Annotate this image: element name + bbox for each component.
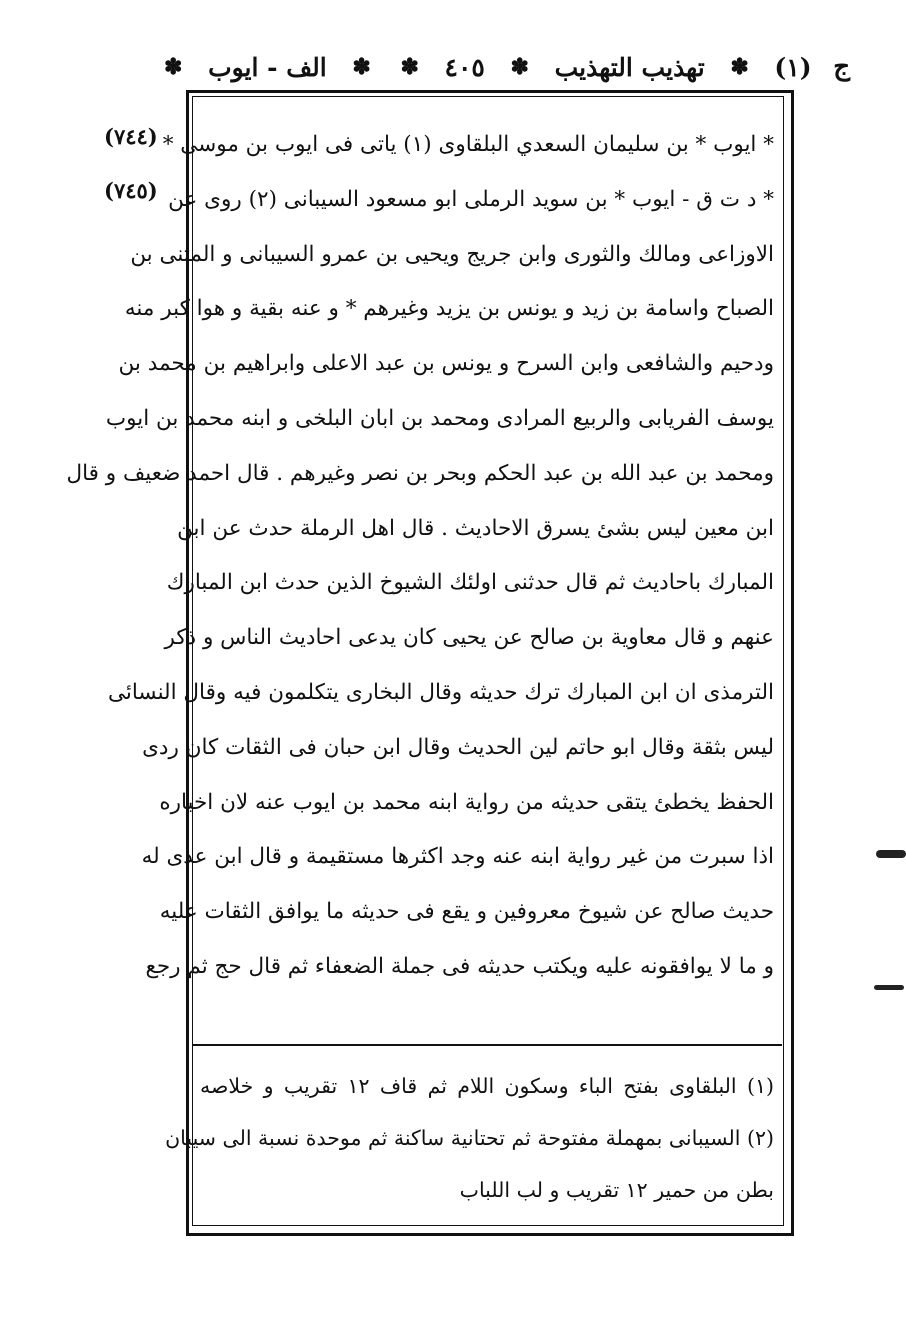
book-title: تهذيب التهذيب (554, 52, 705, 82)
footnote-line: (١) البلقاوى بفتح الباء وسكون اللام ثم قاف ١٢ تقريب و خلاصه (200, 1074, 774, 1098)
volume-letter: ج (833, 52, 850, 82)
text-line: * د ت ق - ايوب * بن سويد الرملى ابو مسعود السيبانى (٢) روى عن (168, 186, 774, 212)
text-line: ابن معين ليس بشئ يسرق الاحاديث . قال اهل الرملة حدث عن ابن (177, 515, 774, 541)
text-line: * ايوب * بن سليمان السعدي البلقاوى (١) ياتى فى ايوب بن موسى * (162, 132, 774, 157)
footnote-divider (192, 1044, 782, 1046)
text-line: و ما لا يوافقونه عليه ويكتب حديثه فى جملة الضعفاء ثم قال حج ثم رجع (145, 953, 774, 979)
footnote-line: بطن من حمير ١٢ تقريب و لب اللباب (459, 1178, 774, 1202)
page-number: ٤٠٥ (444, 52, 485, 82)
ornament-icon: ✽ (730, 54, 749, 80)
text-line: حديث صالح عن شيوخ معروفين و يقع فى حديثه ما يوافق الثقات عليه (159, 899, 774, 925)
ornament-icon: ✽ (352, 54, 371, 80)
text-line: المبارك باحاديث ثم قال حدثنى اولئك الشيوخ الذين حدث ابن المبارك (166, 570, 774, 596)
section-title: الف - ايوب (208, 52, 327, 82)
scan-mark (876, 850, 906, 858)
entry-number: (٧٤٥) (104, 178, 158, 203)
text-line: يوسف الفريابى والربيع المرادى ومحمد بن ابان البلخى و ابنه محمد بن ايوب (105, 405, 774, 431)
footnote-line: (٢) السيبانى بمهملة مفتوحة ثم تحتانية ساكنة ثم موحدة نسبة الى سيبان (165, 1126, 774, 1150)
text-line: الاوزاعى ومالك والثورى وابن جريج ويحيى بن عمرو السيبانى و المثنى بن (130, 241, 774, 267)
text-line: عنهم و قال معاوية بن صالح عن يحيى كان يدعى احاديث الناس و ذكر (164, 625, 774, 651)
text-line: الحفظ يخطئ يتقى حديثه من رواية ابنه محمد بن ايوب عنه لان اخباره (159, 789, 774, 815)
text-line: الترمذى ان ابن المبارك ترك حديثه وقال البخارى يتكلمون فيه وقال النسائى (107, 679, 774, 705)
ornament-icon: ✽ (510, 54, 529, 80)
entry-number: (٧٤٤) (104, 124, 158, 149)
volume-number: (١) (774, 52, 812, 82)
running-head (160, 46, 850, 88)
scan-mark (874, 985, 904, 990)
ornament-icon: ✽ (164, 54, 183, 80)
text-line: اذا سبرت من غير رواية ابنه عنه وجد اكثرها مستقيمة و قال ابن عدى له (141, 844, 774, 870)
text-line: ليس بثقة وقال ابو حاتم لين الحديث وقال ابن حبان فى الثقات كان ردى (142, 734, 774, 760)
text-line: الصباح واسامة بن زيد و يونس بن يزيد وغيرهم * و عنه بقية و هوا كبر منه (124, 296, 774, 322)
ornament-icon: ✽ (400, 54, 419, 80)
text-line: ومحمد بن عبد الله بن عبد الحكم وبحر بن نصر وغيرهم . قال احمد ضعيف و قال (66, 460, 774, 486)
footnotes (165, 1060, 774, 1216)
text-line: ودحيم والشافعى وابن السرح و يونس بن عبد الاعلى وابراهيم بن محمد بن (118, 351, 774, 377)
